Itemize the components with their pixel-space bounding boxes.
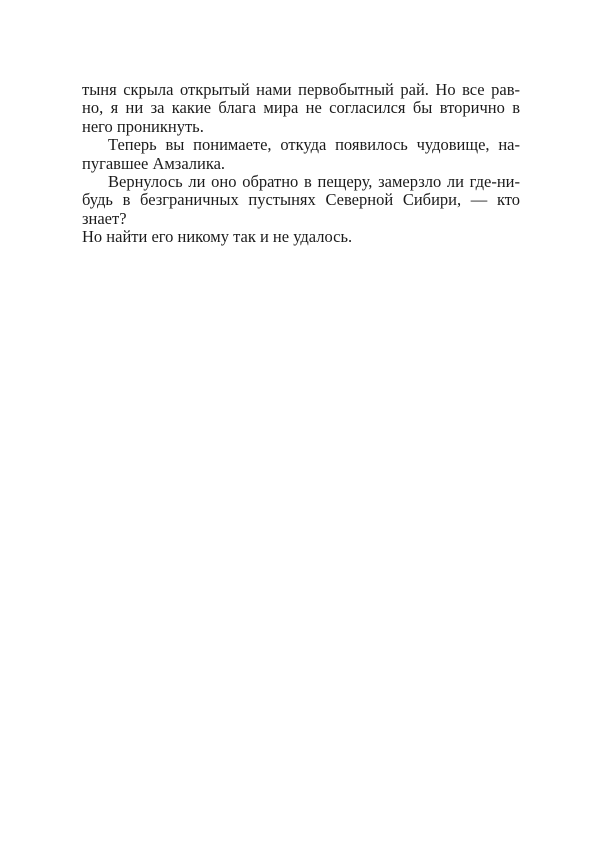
text-line: Вернулось ли оно обратно в пещеру, замерзло ли где-ни-: [108, 172, 520, 192]
page-text: [82, 81, 520, 247]
text-line: него проникнуть.: [82, 116, 204, 136]
text-line: тыня скрыла открытый нами первобытный рай. Но все рав-: [82, 80, 520, 99]
text-line: но, я ни за какие блага мира не согласился бы вторично в: [82, 98, 520, 118]
text-line: Но найти его никому так и не удалось.: [82, 227, 353, 247]
text-line: пугавшее Амзалика.: [82, 153, 226, 173]
text-line: будь в безграничных пустынях Северной Сибири, — кто знает?: [82, 190, 520, 228]
text-line: Теперь вы понимаете, откуда появилось чудовище, на-: [108, 135, 520, 155]
